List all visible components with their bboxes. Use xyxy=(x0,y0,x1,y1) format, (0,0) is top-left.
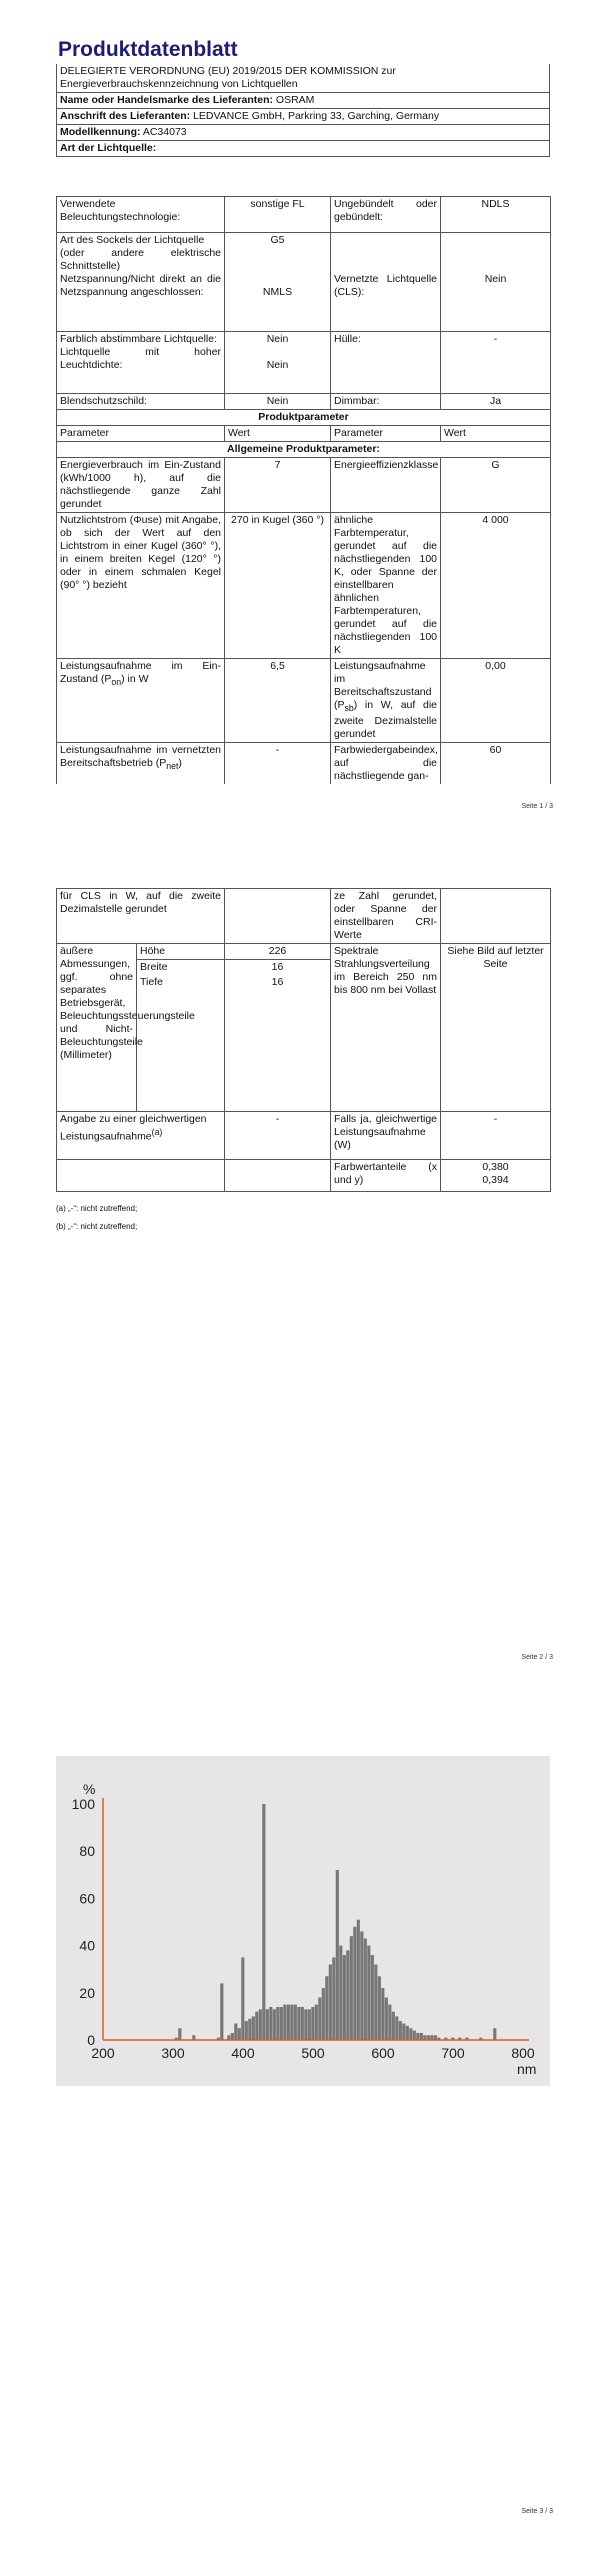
connected-value-cell xyxy=(441,233,551,332)
dimmable-label: Dimmbar: xyxy=(331,394,441,410)
spectrum-bar xyxy=(420,2033,423,2040)
x-tick-label: 400 xyxy=(231,2045,255,2061)
cri-cont-value xyxy=(441,889,551,944)
spectrum-bar xyxy=(385,1998,388,2040)
equiv2-label: Falls ja, gleichwertige Leistungsaufnahme (W) xyxy=(331,1112,441,1160)
address-value: LEDVANCE GmbH, Parkring 33, Garching, Germany xyxy=(193,110,440,122)
mains-label: Netzspannung/Nicht direkt an die Netzspannung angeschlossen: xyxy=(60,273,221,298)
socket-mains-values xyxy=(225,233,331,332)
y-tick-label: 60 xyxy=(79,1890,95,1907)
width-value: 16 xyxy=(271,961,284,973)
dimensions-label: äußere Abmessungen, ggf. ohne separates Betriebsgerät, Beleuchtungssteuerungsteile und Nicht-Beleuchtungsteile (Millimeter) xyxy=(57,944,137,1112)
eclass-label: Energieeffizienzklasse xyxy=(331,458,441,513)
spectrum-bar xyxy=(357,1920,360,2040)
connected-value: Nein xyxy=(484,273,507,285)
spectrum-bar xyxy=(220,1983,223,2040)
highlum-value: Nein xyxy=(266,359,289,371)
footnote-b: (b) „-“: nicht zutreffend; xyxy=(56,1222,138,1231)
spectrum-bar xyxy=(493,2028,496,2040)
spd-label: Spektrale Strahlungsverteilung im Bereich 250 nm bis 800 nm bei Vollast xyxy=(331,944,441,1112)
socket-value: G5 xyxy=(270,234,285,246)
spectrum-bar xyxy=(231,2033,234,2040)
height-value: 226 xyxy=(225,944,330,960)
chroma-y: 0,394 xyxy=(482,1174,509,1186)
x-tick-label: 700 xyxy=(441,2045,465,2061)
spectrum-bar xyxy=(350,1936,353,2040)
connected-cell xyxy=(331,233,441,332)
depth-value: 16 xyxy=(271,976,284,988)
y-tick-label: 20 xyxy=(79,1984,95,2001)
page2-table xyxy=(56,888,551,1192)
spectrum-bar xyxy=(409,2028,412,2040)
spectrum-bar xyxy=(308,2009,311,2040)
spectrum-bar xyxy=(378,1976,381,2040)
param-header: Parameter xyxy=(57,426,225,442)
x-tick-label: 300 xyxy=(161,2045,185,2061)
model-label: Modellkennung: xyxy=(60,126,141,138)
model-value: AC34073 xyxy=(142,126,187,138)
cri-continued: ze Zahl gerundet, oder Spanne der einstellbaren CRI-Werte xyxy=(331,889,441,944)
tunable-label: Farblich abstimmbare Lichtquelle: xyxy=(60,333,217,345)
spectrum-bar xyxy=(273,2009,276,2040)
power-label: Leistungsaufnahme im Ein-Zustand $(P_{on})$ in W xyxy=(57,659,225,743)
params-section-heading: Produktparameter xyxy=(57,410,551,426)
spectrum-bar xyxy=(311,2007,314,2040)
spectrum-bar xyxy=(388,2005,391,2040)
cri-label: Farbwiedergabeindex, auf die nächstliegende gan- xyxy=(331,743,441,785)
netsb-value: - xyxy=(225,743,331,785)
x-axis-label: nm xyxy=(517,2061,537,2077)
y-tick-label: 80 xyxy=(79,1843,95,1860)
spectrum-bar xyxy=(318,1998,321,2040)
spectrum-bar xyxy=(262,1804,265,2040)
tech-value: sonstige FL xyxy=(225,197,331,233)
page-1 xyxy=(0,0,603,820)
connected-label: Vernetzte Lichtquelle (CLS): xyxy=(334,273,437,298)
spectrum-bar xyxy=(346,1950,349,2040)
envelope-value: - xyxy=(441,332,551,394)
spectrum-bar xyxy=(360,1931,363,2040)
x-tick-label: 600 xyxy=(371,2045,395,2061)
spectrum-bar xyxy=(294,2005,297,2040)
spectrum-bar xyxy=(392,2012,395,2040)
spectrum-bar xyxy=(343,1955,346,2040)
cct-value: 4 000 xyxy=(441,513,551,659)
spectrum-bar xyxy=(178,2028,181,2040)
eclass-value: G xyxy=(441,458,551,513)
equiv2-value: - xyxy=(441,1112,551,1160)
chroma-x: 0,380 xyxy=(482,1161,509,1173)
socket-mains-cell xyxy=(57,233,225,332)
energy-label: Energieverbrauch im Ein-Zustand (kWh/1000 h), auf die nächstliegende ganze Zahl gerundet xyxy=(57,458,225,513)
dimmable-value: Ja xyxy=(441,394,551,410)
general-params-heading: Allgemeine Produktparameter: xyxy=(57,442,551,458)
equiv-value: - xyxy=(225,1112,331,1160)
spectrum-bar xyxy=(238,2028,241,2040)
netsb-label: Leistungsaufnahme im vernetzten Bereitschaftsbetrieb $(P_{net})$ xyxy=(57,743,225,785)
spectrum-bar xyxy=(325,1976,328,2040)
spectrum-bar xyxy=(287,2005,290,2040)
envelope-label: Hülle: xyxy=(331,332,441,394)
spectrum-bar xyxy=(315,2005,318,2040)
glare-value: Nein xyxy=(225,394,331,410)
lightsource-type-heading: Art der Lichtquelle: xyxy=(57,141,550,157)
page-number: Seite 1 / 3 xyxy=(521,803,553,810)
mains-value: NMLS xyxy=(262,286,293,298)
spectrum-bar xyxy=(374,1964,377,2040)
supplier-row xyxy=(57,93,550,109)
spectrum-bar xyxy=(353,1927,356,2040)
standby-label: Leistungsaufnahme im Bereitschaftszustand $(P_{sb})$ in W, auf die zweite Dezimalstelle gerundet xyxy=(331,659,441,743)
tunable-highlum-cell xyxy=(57,332,225,394)
spectrum-bar xyxy=(416,2033,419,2040)
y-tick-label: 0 xyxy=(87,2032,95,2048)
spectrum-bar xyxy=(381,1988,384,2040)
spectrum-bar xyxy=(266,2009,269,2040)
address-row xyxy=(57,109,550,125)
supplier-value: OSRAM xyxy=(275,94,315,106)
highlum-label: Lichtquelle mit hoher Leuchtdichte: xyxy=(60,346,221,371)
spectrum-bar xyxy=(329,1964,332,2040)
unbundled-value: NDLS xyxy=(441,197,551,233)
dimension-names xyxy=(137,944,225,1112)
y-tick-label: 40 xyxy=(79,1937,95,1954)
page-2 xyxy=(0,850,603,1680)
spectrum-bar xyxy=(367,1946,370,2040)
spectrum-chart xyxy=(0,1700,603,2100)
spectrum-bar xyxy=(406,2026,409,2040)
dimension-values xyxy=(225,944,331,1112)
lightsource-table xyxy=(56,196,551,784)
chroma-values xyxy=(441,1160,551,1192)
page-3 xyxy=(0,1700,603,2560)
y-axis-label: % xyxy=(83,1781,96,1797)
footnote-a: (a) „-“: nicht zutreffend; xyxy=(56,1204,138,1213)
spectrum-bar xyxy=(399,2021,402,2040)
spectrum-bar xyxy=(339,1946,342,2040)
flux-label: Nutzlichtstrom (Φuse) mit Angabe, ob sich der Wert auf den Lichtstrom in einer Kugel (360° °), in einem breiten Kegel (120° °) oder in einem schmalen Kegel (90° °) bezieht xyxy=(57,513,225,659)
param-header-2: Parameter xyxy=(331,426,441,442)
glare-label: Blendschutzschild: xyxy=(57,394,225,410)
spectrum-bar xyxy=(234,2023,237,2040)
height-label: Höhe xyxy=(137,944,224,960)
spectrum-bar xyxy=(280,2007,283,2040)
flux-value: 270 in Kugel (360 °) xyxy=(225,513,331,659)
header-table xyxy=(56,64,550,157)
netsb-cont-value xyxy=(225,889,331,944)
spectrum-bar xyxy=(301,2007,304,2040)
cri-value: 60 xyxy=(441,743,551,785)
spectrum-bar xyxy=(259,2009,262,2040)
spectrum-bar xyxy=(255,2012,258,2040)
x-tick-label: 800 xyxy=(511,2045,535,2061)
spectrum-bar xyxy=(290,2005,293,2040)
spectrum-bar xyxy=(276,2007,279,2040)
cct-label: ähnliche Farbtemperatur, gerundet auf die nächstliegenden 100 K, oder Spanne der einstellbaren ähnlichen Farbtemperaturen, gerundet auf die nächstliegenden 100 K xyxy=(331,513,441,659)
depth-label: Tiefe xyxy=(140,976,163,988)
power-value: 6,5 xyxy=(225,659,331,743)
document-title: Produktdatenblatt xyxy=(58,38,238,61)
tunable-highlum-values xyxy=(225,332,331,394)
x-tick-label: 200 xyxy=(91,2045,115,2061)
page-number: Seite 3 / 3 xyxy=(521,2508,553,2515)
socket-label: Art des Sockels der Lichtquelle xyxy=(60,234,205,246)
y-tick-label: 100 xyxy=(71,1796,95,1812)
spectrum-bar xyxy=(413,2031,416,2040)
value-header-2: Wert xyxy=(441,426,551,442)
subtitle: DELEGIERTE VERORDNUNG (EU) 2019/2015 DER KOMMISSION zur Energieverbrauchskennzeichnung von Lichtquellen xyxy=(57,64,550,93)
spectrum-bar xyxy=(336,1870,339,2040)
equiv-label: Angabe zu einer gleichwertigen Leistungsaufnahme$^{(a)}$ xyxy=(57,1112,225,1160)
value-header: Wert xyxy=(225,426,331,442)
standby-value: 0,00 xyxy=(441,659,551,743)
spectrum-bar xyxy=(332,1957,335,2040)
model-row xyxy=(57,125,550,141)
spectrum-bar xyxy=(269,2007,272,2040)
spectrum-bar xyxy=(245,2021,248,2040)
tech-label: Verwendete Beleuchtungstechnologie: xyxy=(57,197,225,233)
empty-cell-2 xyxy=(225,1160,331,1192)
spectrum-bar xyxy=(395,2016,398,2040)
width-label: Breite xyxy=(140,961,168,973)
spd-value: Siehe Bild auf letzter Seite xyxy=(441,944,551,1112)
energy-value: 7 xyxy=(225,458,331,513)
supplier-label: Name oder Handelsmarke des Lieferanten: xyxy=(60,94,273,106)
spectrum-bar xyxy=(304,2009,307,2040)
spectrum-bar xyxy=(322,1988,325,2040)
netsb-continued: für CLS in W, auf die zweite Dezimalstelle gerundet xyxy=(57,889,225,944)
spectrum-bar xyxy=(283,2005,286,2040)
spectrum-bar xyxy=(371,1955,374,2040)
unbundled-label: Ungebündelt oder gebündelt: xyxy=(331,197,441,233)
page-number: Seite 2 / 3 xyxy=(521,1654,553,1661)
x-tick-label: 500 xyxy=(301,2045,325,2061)
chroma-label: Farbwertanteile (x und y) xyxy=(331,1160,441,1192)
spectrum-bar xyxy=(252,2016,255,2040)
spectrum-bar xyxy=(364,1939,367,2040)
spectrum-bar xyxy=(241,1957,244,2040)
tunable-value: Nein xyxy=(266,333,289,345)
spectrum-bar xyxy=(402,2023,405,2040)
socket-label-2: (oder andere elektrische Schnittstelle) xyxy=(60,247,221,272)
address-label: Anschrift des Lieferanten: xyxy=(60,110,191,122)
spectrum-bar xyxy=(297,2007,300,2040)
empty-cell xyxy=(57,1160,225,1192)
spectrum-bar xyxy=(248,2019,251,2040)
